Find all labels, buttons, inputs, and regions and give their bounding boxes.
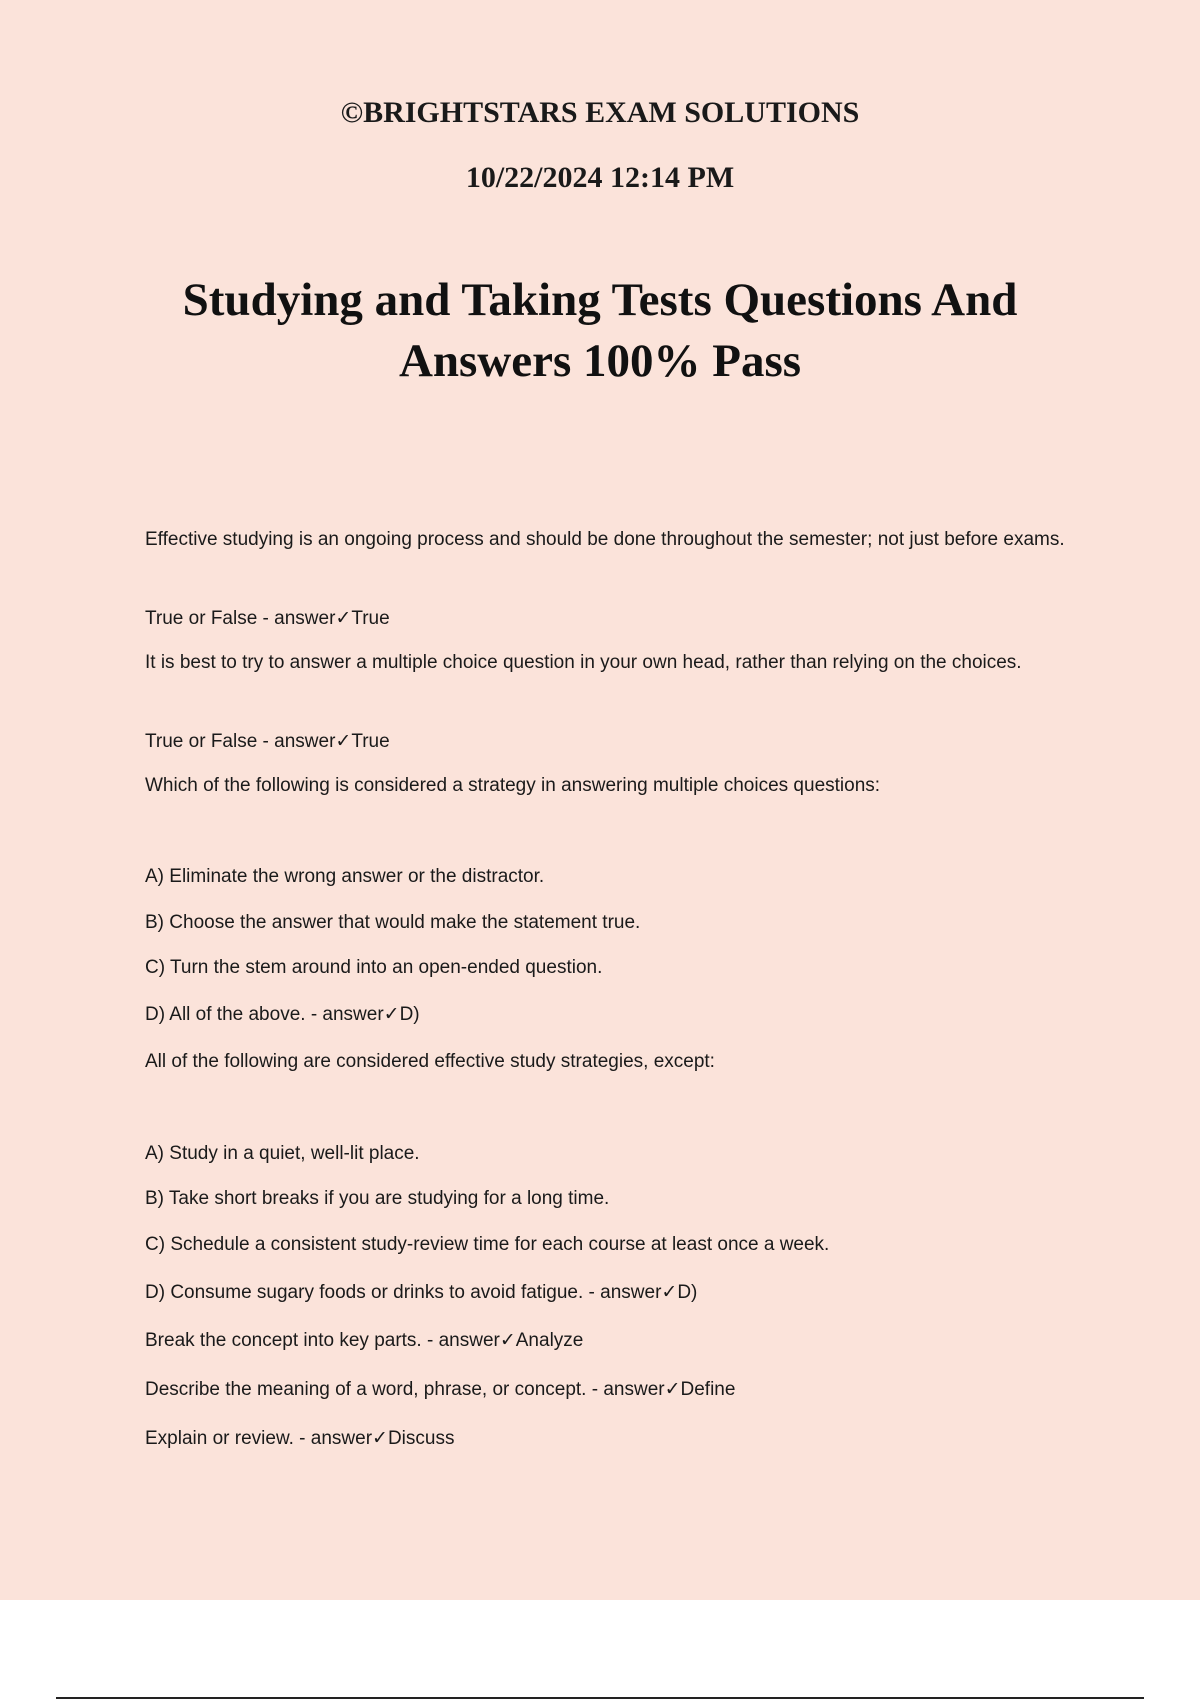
question-4: All of the following are considered effective study strategies, except: xyxy=(145,1051,715,1072)
document-title: Studying and Taking Tests Questions And Answers 100% Pass xyxy=(182,274,1018,387)
question-6-answer: Describe the meaning of a word, phrase, or concept. - answer✓Define xyxy=(145,1379,736,1400)
question-5-answer: Break the concept into key parts. - answer✓Analyze xyxy=(145,1330,584,1351)
question-3-option-c: C) Turn the stem around into an open-ended question. xyxy=(145,957,603,978)
question-3-option-d-answer: D) All of the above. - answer✓D) xyxy=(145,1004,420,1025)
question-4-option-a: A) Study in a quiet, well-lit place. xyxy=(145,1143,420,1164)
brand-header: ©BRIGHTSTARS EXAM SOLUTIONS xyxy=(340,96,860,129)
question-3: Which of the following is considered a strategy in answering multiple choices questions: xyxy=(145,775,881,796)
answer-2: True or False - answer✓True xyxy=(145,731,390,752)
question-1: Effective studying is an ongoing process and should be done throughout the semester; not just before exams. xyxy=(145,529,1065,550)
question-3-option-a: A) Eliminate the wrong answer or the distractor. xyxy=(145,866,545,887)
question-4-option-b: B) Take short breaks if you are studying for a long time. xyxy=(145,1188,610,1209)
question-4-option-c: C) Schedule a consistent study-review time for each course at least once a week. xyxy=(145,1234,830,1255)
question-7-answer: Explain or review. - answer✓Discuss xyxy=(145,1428,455,1449)
date-header: 10/22/2024 12:14 PM xyxy=(465,161,735,194)
question-3-option-b: B) Choose the answer that would make the statement true. xyxy=(145,912,641,933)
answer-1: True or False - answer✓True xyxy=(145,608,390,629)
question-4-option-d-answer: D) Consume sugary foods or drinks to avoid fatigue. - answer✓D) xyxy=(145,1282,698,1303)
question-2: It is best to try to answer a multiple choice question in your own head, rather than relying on the choices. xyxy=(145,652,1022,673)
footer-divider xyxy=(56,1697,1144,1699)
